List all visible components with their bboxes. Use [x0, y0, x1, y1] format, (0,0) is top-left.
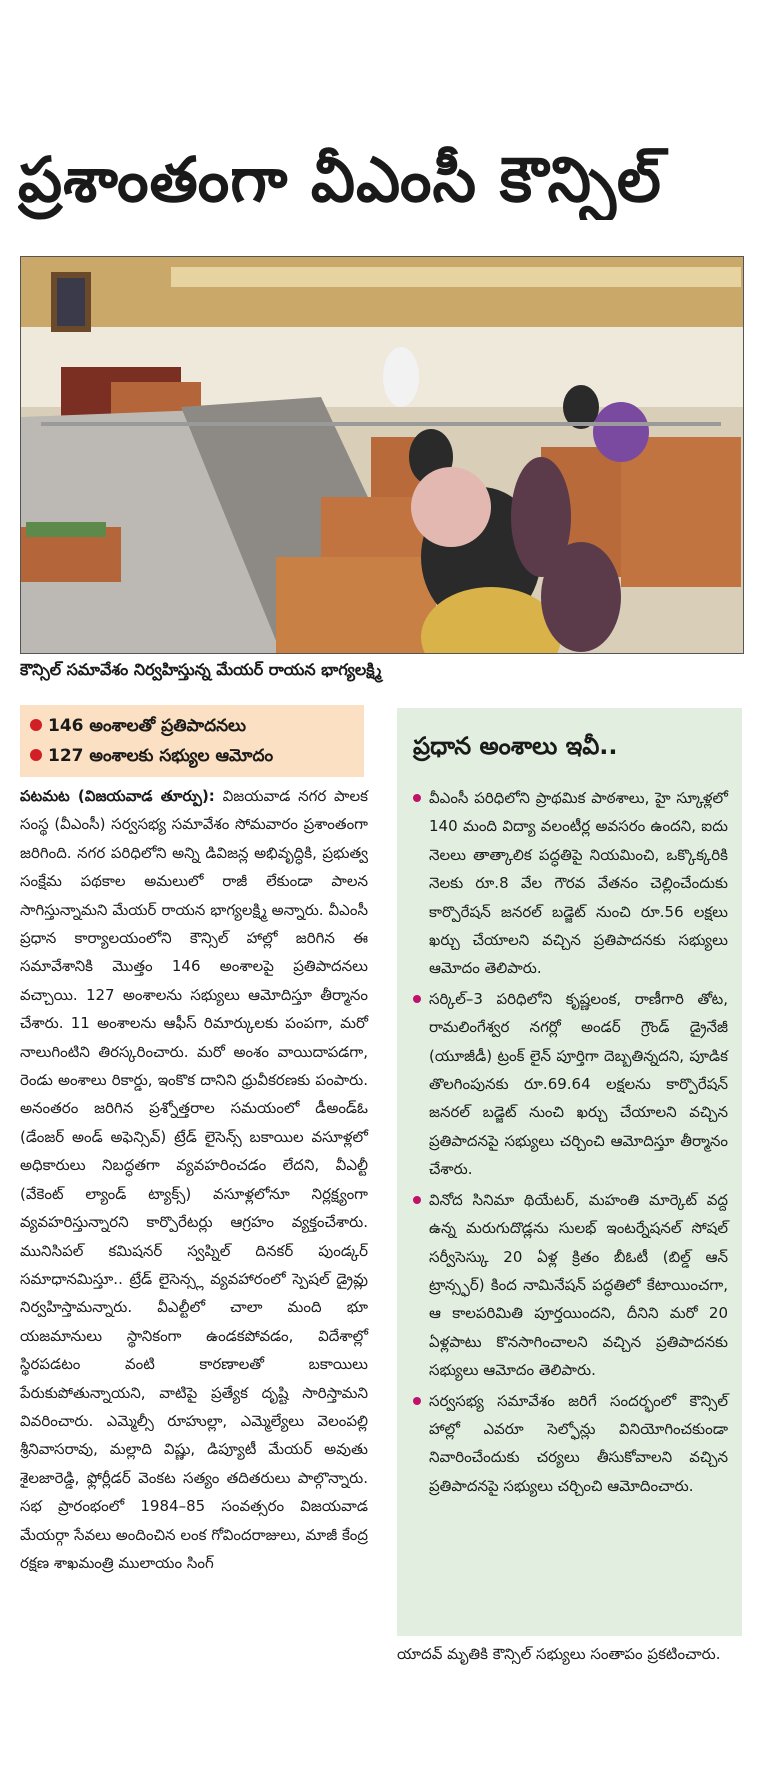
key-point-text: సర్కిల్–3 పరిధిలోని కృష్ణలంక, రాణీగారి తోట, రామలింగేశ్వర నగర్లో అండర్ గ్రౌండ్ డ్రైనేజీ (యూజీడీ) ట్రంక్ లైన్ పూర్తిగా దెబ్బతిన్నదని, పూడిక తొలగింపునకు రూ.69.64 లక్షలను కార్పొరేషన్ జనరల్ బడ్జెట్ నుంచి ఖర్చు చేయాలని వచ్చిన ప్రతిపాదనపై సభ్యులు చర్చించి ఆమోదిస్తూ తీర్మానం చేశారు. — [429, 989, 728, 1179]
key-point — [413, 784, 728, 983]
key-point-text: సర్వసభ్య సమావేశం జరిగే సందర్భంలో కౌన్సిల్ హాల్లో ఎవరూ సెల్ఫోన్లు వినియోగించకుండా నివారించేందుకు చర్యలు తీసుకోవాలని వచ్చిన ప్రతిపాదనపై సభ్యులు చర్చించి ఆమోదించారు. — [429, 1391, 728, 1495]
key-point-text: వీఎంసీ పరిధిలోని ప్రాథమిక పాఠశాలు, హై స్కూళ్లలో 140 మంది విద్యా వలంటీర్ల అవసరం ఉందని, ఐదు నెలలు తాత్కాలిక పద్ధతిపై నియమించి, ఒక్కొక్కరికి నెలకు రూ.8 వేల గౌరవ వేతనం చెల్లించేందుకు కార్పొరేషన్ జనరల్ బడ్జెట్ నుంచి రూ.56 లక్షలు ఖర్చు చేయాలని వచ్చిన ప్రతిపాదనకు సభ్యులు ఆమోదం తెలిపారు. — [429, 789, 728, 978]
article-continuation: యాదవ్ మృతికి కౌన్సిల్ సభ్యులు సంతాపం ప్రకటించారు. — [397, 1645, 721, 1663]
key-point — [413, 985, 728, 1184]
pink-bullet-icon — [413, 1397, 421, 1405]
highlight-text: 127 అంశాలకు సభ్యుల ఆమోదం — [48, 746, 274, 766]
highlight-text: 146 అంశాలతో ప్రతిపాదనలు — [48, 716, 246, 736]
sidebar-title: ప్రధాన అంశాలు ఇవీ.. — [413, 732, 618, 760]
article-text: విజయవాడ నగర పాలక సంస్థ (వీఎంసీ) సర్వసభ్య సమావేశం సోమవారం ప్రశాంతంగా జరిగింది. నగర పరిధిలోని అన్ని డివిజన్ల అభివృద్ధికి, ప్రభుత్వ సంక్షేమ పథకాల అమలులో రాజీ లేకుండా పాలన సాగిస్తున్నామని మేయర్ రాయన భాగ్యలక్ష్మి అన్నారు. వీఎంసీ ప్రధాన కార్యాలయంలోని కౌన్సిల్ హాల్లో జరిగిన ఈ సమావేశానికి మొత్తం 146 అంశాలపై ప్రతిపాదనలు వచ్చాయి. 127 అంశాలను సభ్యులు ఆమోదిస్తూ తీర్మానం చేశారు. 11 అంశాలను ఆఫీస్ రిమార్కులకు పంపగా, మరో నాలుగింటిని తిరస్కరించారు. మరో అంశం వాయిదాపడగా, రెండు అంశాలు రికార్డు, ఇంకొక దానిని ధ్రువీకరణకు పంపారు. అనంతరం జరిగిన ప్రశ్నోత్తరాల సమయంలో డీఅండ్ఓ (డేంజర్ అండ్ అఫెన్సివ్) ట్రేడ్ లైసెన్స్ బకాయిల వసూళ్లలో అధికారులు నిబద్ధతగా వ్యవహరించడం లేదని, వీఎల్టీ (వేకెంట్ ల్యాండ్ ట్యాక్స్) వసూళ్లలోనూ నిర్లక్ష్యంగా వ్యవహరిస్తున్నారని కార్పొరేటర్లు ఆగ్రహం వ్యక్తంచేశారు. మునిసిపల్ కమిషనర్ స్వప్నిల్ దినకర్ పుండ్కర్ సమాధానమిస్తూ.. ట్రేడ్ లైసెన్స్ల వ్యవహారంలో స్పెషల్ డ్రైవ్లు నిర్వహిస్తామన్నారు. వీఎల్టీలో చాలా మంది భూ యజమానులు స్థానికంగా ఉండకపోవడం, విదేశాల్లో స్థిరపడటం వంటి కారణాలతో బకాయిలు పేరుకుపోతున్నాయని, వాటిపై ప్రత్యేక దృష్టి సారిస్తామని వివరించారు. ఎమ్మెల్సీ రూహుల్లా, ఎమ్మెల్యేలు వెలంపల్లి శ్రీనివాసరావు, మల్లాది విష్ణు, డిప్యూటీ మేయర్ అవుతు శైలజారెడ్డి, ఫ్లోర్లీడర్ వెంకట సత్యం తదితరులు పాల్గొన్నారు. సభ ప్రారంభంలో 1984–85 సంవత్సరం విజయవాడ మేయర్గా సేవలు అందించిన లంక గోవిందరాజులు, మాజీ కేంద్ర రక్షణ శాఖమంత్రి ములాయం సింగ్ — [20, 787, 369, 1572]
article-paragraph — [20, 782, 368, 1577]
key-point — [413, 1186, 728, 1385]
red-bullet-icon — [30, 749, 42, 761]
key-point — [413, 1387, 728, 1501]
highlight-item — [30, 741, 354, 771]
key-points-sidebar — [397, 708, 742, 1636]
dateline: పటమట (విజయవాడ తూర్పు): — [20, 787, 215, 805]
highlight-item — [30, 711, 354, 741]
pink-bullet-icon — [413, 995, 421, 1003]
key-point-text: వినోద సినిమా థియేటర్, మహంతి మార్కెట్ వద్ద ఉన్న మరుగుదొడ్లను సులభ్ ఇంటర్నేషనల్ సోషల్ సర్వీసెస్కు 20 ఏళ్ల క్రితం బీఓటీ (బిల్డ్ ఆన్ ట్రాన్స్ఫర్) కింద నామినేషన్ పద్ధతిలో కేటాయించగా, ఆ కాలపరిమితి పూర్తయిందని, దీనిని మరో 20 ఏళ్లపాటు కొనసాగించాలని వచ్చిన ప్రతిపాదనకు సభ్యులు ఆమోదం తెలిపారు. — [429, 1190, 728, 1380]
headline: ప్రశాంతంగా వీఎంసీ కౌన్సిల్ — [18, 143, 662, 216]
highlights-box — [20, 705, 364, 777]
photo-caption: కౌన్సిల్ సమావేశం నిర్వహిస్తున్న మేయర్ రాయన భాగ్యలక్ష్మి — [20, 660, 382, 679]
council-meeting-photo — [20, 256, 744, 654]
pink-bullet-icon — [413, 1196, 421, 1204]
red-bullet-icon — [30, 719, 42, 731]
pink-bullet-icon — [413, 794, 421, 802]
article-body — [20, 782, 368, 1577]
key-points-list — [413, 784, 728, 1500]
